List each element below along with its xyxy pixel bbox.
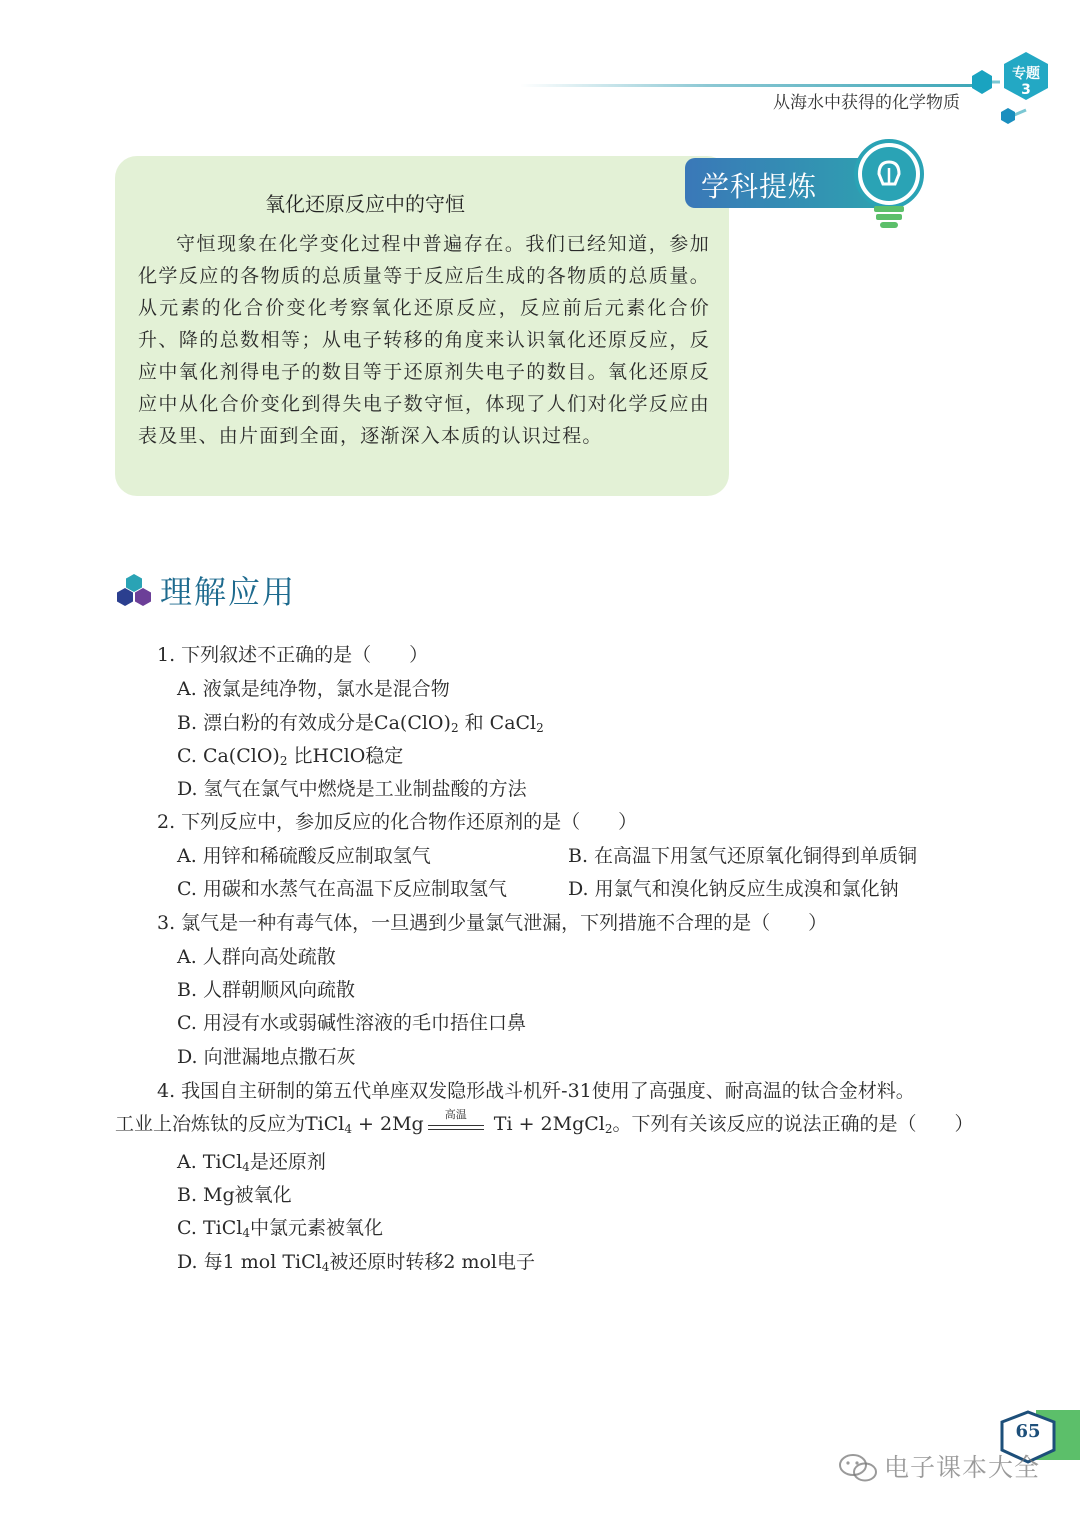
watermark-text: 电子课本大全 — [884, 1453, 1041, 1482]
page-number: 65 — [1015, 1421, 1041, 1442]
question-4-option-d — [177, 1250, 535, 1274]
question-4-stem-line2 — [115, 1108, 974, 1137]
q4-stem-post: 。下列有关该反应的说法正确的是（ ） — [612, 1113, 974, 1135]
q4-a-pre: A. TiCl — [177, 1151, 243, 1173]
q1-b-sub2: 2 — [536, 721, 544, 735]
chapter-label: 专题 — [1012, 66, 1040, 82]
header-rule — [520, 84, 990, 87]
question-2-option-b: B. 在高温下用氢气还原氧化铜得到单质铜 — [568, 845, 918, 867]
q4-stem-mid1: + 2Mg — [352, 1113, 424, 1135]
q4-a-post: 是还原剂 — [249, 1151, 326, 1173]
chapter-number: 3 — [1021, 82, 1031, 98]
q1-c-text: C. Ca(ClO) — [177, 745, 280, 767]
question-4-stem-line1: 4. 我国自主研制的第五代单座双发隐形战斗机歼-31使用了高强度、耐高温的钛合金材料。 — [157, 1080, 915, 1102]
question-1-stem: 1. 下列叙述不正确的是（ ） — [157, 644, 429, 666]
q4-stem-sub1: 4 — [344, 1122, 353, 1136]
q1-b-sub1: 2 — [450, 721, 459, 735]
q4-d-sub: 4 — [321, 1260, 330, 1274]
q1-c-post: 比HClO稳定 — [287, 745, 404, 767]
question-1-option-c — [177, 744, 403, 768]
chapter-name: 从海水中获得的化学物质 — [773, 93, 960, 113]
section-cubes-icon — [114, 572, 154, 608]
question-4-option-c — [177, 1216, 383, 1240]
q1-b-text: B. 漂白粉的有效成分是Ca(ClO) — [177, 712, 451, 734]
question-4-option-a — [177, 1150, 326, 1174]
question-2-option-d: D. 用氯气和溴化钠反应生成溴和氯化钠 — [568, 878, 899, 900]
lightbulb-icon — [852, 138, 926, 230]
q4-a-sub: 4 — [242, 1160, 250, 1174]
summary-tag-label: 学科提炼 — [701, 170, 818, 203]
question-2-option-c: C. 用碳和水蒸气在高温下反应制取氢气 — [177, 878, 507, 900]
question-3-stem: 3. 氯气是一种有毒气体，一旦遇到少量氯气泄漏，下列措施不合理的是（ ） — [157, 912, 828, 934]
q4-stem-pre: 工业上冶炼钛的反应为TiCl — [115, 1113, 345, 1135]
q1-b-mid: 和 CaCl — [458, 712, 537, 734]
question-2-option-a: A. 用锌和稀硫酸反应制取氢气 — [177, 845, 431, 867]
q4-c-post: 中氯元素被氧化 — [249, 1217, 383, 1239]
q1-c-sub: 2 — [279, 754, 288, 768]
q4-d-pre: D. 每1 mol TiCl — [177, 1251, 322, 1273]
question-1-option-d: D. 氢气在氯气中燃烧是工业制盐酸的方法 — [177, 778, 527, 800]
watermark — [838, 1448, 1058, 1488]
question-3-option-d: D. 向泄漏地点撒石灰 — [177, 1046, 356, 1068]
question-2-stem: 2. 下列反应中，参加反应的化合物作还原剂的是（ ） — [157, 811, 638, 833]
q4-c-pre: C. TiCl — [177, 1217, 243, 1239]
question-3-option-c: C. 用浸有水或弱碱性溶液的毛巾捂住口鼻 — [177, 1012, 526, 1034]
wechat-icon — [838, 1452, 878, 1484]
reaction-condition: 高温 — [444, 1108, 467, 1121]
q4-d-post: 被还原时转移2 mol电子 — [329, 1251, 536, 1273]
summary-body: 守恒现象在化学变化过程中普遍存在。我们已经知道，参加化学反应的各物质的总质量等于反应后生成的各物质的总质量。从元素的化合价变化考察氧化还原反应，反应前后元素化合价升、降的总数相等；从电子转移的角度来认识氧化还原反应，反应中氧化剂得电子的数目等于还原剂失电子的数目。氧化还原反应中从化合价变化到得失电子数守恒，体现了人们对化学反应由表及里、由片面到全面，逐渐深入本质的认识过程。 — [138, 233, 710, 447]
section-title: 理解应用 — [160, 573, 297, 611]
question-1-option-b — [177, 711, 544, 735]
q4-stem-sub2: 2 — [604, 1122, 613, 1136]
question-3-option-a: A. 人群向高处疏散 — [177, 946, 336, 968]
q4-c-sub: 4 — [242, 1226, 250, 1240]
chapter-badge — [960, 40, 1060, 130]
question-1-option-a: A. 液氯是纯净物，氯水是混合物 — [177, 678, 450, 700]
reaction-arrow — [428, 1108, 484, 1137]
q4-stem-mid2: Ti + 2MgCl — [487, 1113, 605, 1135]
question-4-option-b: B. Mg被氧化 — [177, 1184, 292, 1206]
summary-title: 氧化还原反应中的守恒 — [265, 192, 465, 216]
question-3-option-b: B. 人群朝顺风向疏散 — [177, 979, 356, 1001]
